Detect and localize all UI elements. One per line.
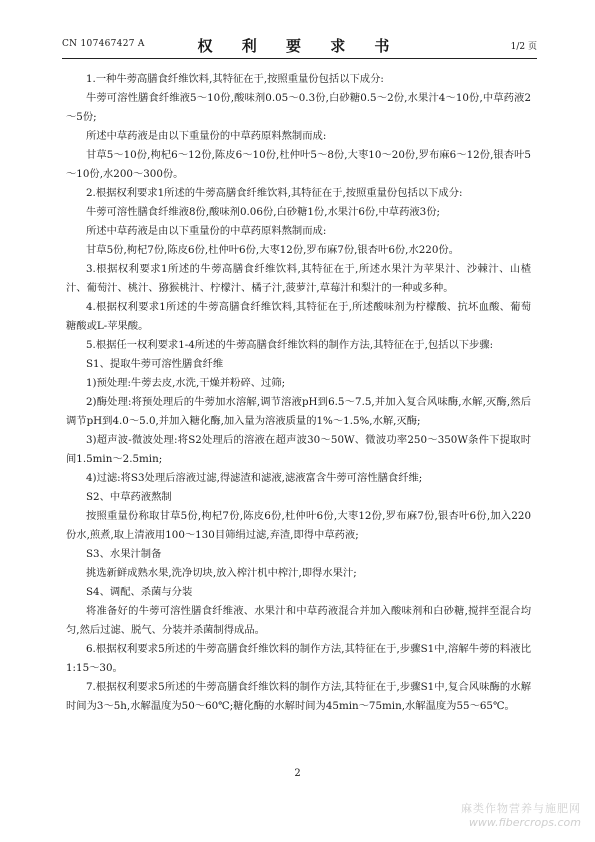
claim-2-ingredients: 牛蒡可溶性膳食纤维液8份,酸味剂0.06份,白砂糖1份,水果汁6份,中草药液3份;	[86, 206, 441, 218]
claim-2-intro: 2.根据权利要求1所述的牛蒡高膳食纤维饮料,其特征在于,按照重量份包括以下成分:	[86, 187, 463, 199]
step-s1-2: 2)酶处理:将预处理后的牛蒡加水溶解,调节溶液pH到6.5～7.5,并加入复合风味酶,水解,灭酶,然后调节pH到4.0～5.0,并加入糖化酶,加入量为溶液质量的1%～1.5%,水解,灭酶;	[66, 396, 531, 427]
watermark-site-name: 麻类作物营养与施肥网	[461, 802, 581, 815]
publication-number: CN 107467427 A	[62, 39, 145, 49]
claim-7: 7.根据权利要求5所述的牛蒡高膳食纤维饮料的制作方法,其特征在于,步骤S1中,复合风味酶的水解时间为3～5h,水解温度为50～60℃;糖化酶的水解时间为45min～75min,水解温度为55～65℃。	[66, 681, 531, 712]
watermark-url: www.fibercrops.com	[468, 816, 581, 829]
page-indicator: 1/2 页	[510, 42, 537, 52]
claim-1-intro: 1.一种牛蒡高膳食纤维饮料,其特征在于,按照重量份包括以下成分:	[86, 73, 384, 85]
claim-1-ingredients: 牛蒡可溶性膳食纤维液5～10份,酸味剂0.05～0.3份,白砂糖0.5～2份,水果汁4～10份,中草药液2～5份;	[66, 92, 531, 123]
claim-1-herbal-list: 甘草5～10份,枸杞6～12份,陈皮6～10份,杜仲叶5～8份,大枣10～20份,罗布麻6～12份,银杏叶5～10份,水200～300份。	[66, 149, 531, 180]
step-s1-3: 3)超声波-微波处理:将S2处理后的溶液在超声波30～50W、微波功率250～350W条件下提取时间1.5min～2.5min;	[66, 434, 531, 465]
step-s4-heading: S4、调配、杀菌与分装	[86, 586, 193, 598]
step-s1-1: 1)预处理:牛蒡去皮,水洗,干燥并粉碎、过筛;	[86, 377, 286, 389]
claim-5-intro: 5.根据任一权利要求1-4所述的牛蒡高膳食纤维饮料的制作方法,其特征在于,包括以下步骤:	[86, 339, 494, 351]
watermark	[461, 802, 581, 830]
header-divider	[62, 58, 537, 59]
page-number: 2	[294, 768, 301, 779]
step-s3-heading: S3、水果汁制备	[86, 548, 162, 560]
step-s1-4: 4)过滤:将S3处理后溶液过滤,得滤渣和滤液,滤液富含牛蒡可溶性膳食纤维;	[86, 472, 423, 484]
claim-2-herbal-intro: 所述中草药液是由以下重量份的中草药原料熬制而成:	[86, 225, 327, 237]
step-s2-heading: S2、中草药液熬制	[86, 491, 172, 503]
claim-3: 3.根据权利要求1所述的牛蒡高膳食纤维饮料,其特征在于,所述水果汁为苹果汁、沙棘汁、山楂汁、葡萄汁、桃汁、猕猴桃汁、柠檬汁、橘子汁,菠萝汁,草莓汁和梨汁的一种或多种。	[66, 263, 531, 294]
claim-4: 4.根据权利要求1所述的牛蒡高膳食纤维饮料,其特征在于,所述酸味剂为柠檬酸、抗坏血酸、葡萄糖酸或L-苹果酸。	[66, 301, 531, 332]
step-s3-body: 挑选新鲜成熟水果,洗净切块,放入榨汁机中榨汁,即得水果汁;	[86, 567, 357, 579]
claim-2-herbal-list: 甘草5份,枸杞7份,陈皮6份,杜仲叶6份,大枣12份,罗布麻7份,银杏叶6份,水220份。	[86, 244, 459, 256]
step-s4-body: 将准备好的牛蒡可溶性膳食纤维液、水果汁和中草药液混合并加入酸味剂和白砂糖,搅拌至混合均匀,然后过滤、脱气、分装并杀菌制得成品。	[66, 605, 531, 636]
step-s1-heading: S1、提取牛蒡可溶性膳食纤维	[86, 358, 224, 370]
claims-body	[66, 70, 531, 716]
step-s2-body: 按照重量份称取甘草5份,枸杞7份,陈皮6份,杜仲叶6份,大枣12份,罗布麻7份,银杏叶6份,加入220份水,煎煮,取上清液用100～130目筛绢过滤,弃渣,即得中草药液;	[66, 510, 531, 541]
claim-6: 6.根据权利要求5所述的牛蒡高膳食纤维饮料的制作方法,其特征在于,步骤S1中,溶解牛蒡的料液比1:15～30。	[66, 643, 531, 674]
claim-1-herbal-intro: 所述中草药液是由以下重量份的中草药原料熬制而成:	[86, 130, 327, 142]
document-title: 权 利 要 求 书	[197, 37, 402, 55]
page-header	[62, 35, 537, 57]
